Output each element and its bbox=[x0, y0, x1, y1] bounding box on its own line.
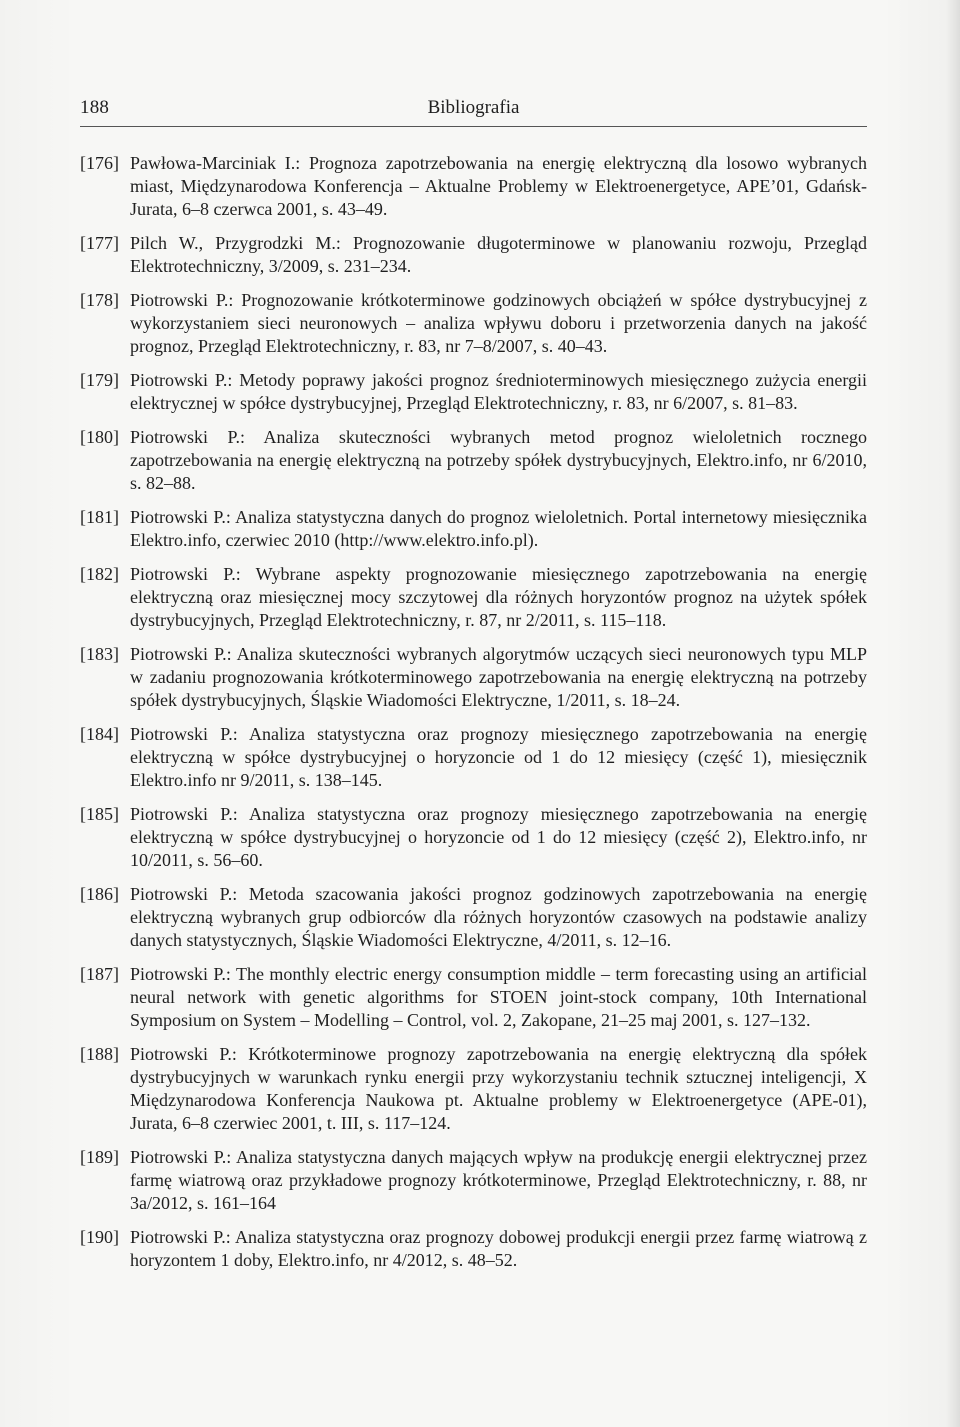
entry-text: Piotrowski P.: Analiza skuteczności wybranych algorytmów uczących sieci neuronowych typu MLP w zadaniu prognozowania krótkoterminowego zapotrzebowania na energię elektryczną na potrzeby spółek dystrybucyjnych, Śląskie Wiadomości Elektryczne, 1/2011, s. 18–24. bbox=[130, 644, 867, 710]
entry-number: [188] bbox=[80, 1044, 119, 1064]
bibliography-entry-189 bbox=[80, 1146, 867, 1215]
entry-text: Piotrowski P.: Analiza statystyczna danych do prognoz wieloletnich. Portal internetowy miesięcznika Elektro.info, czerwiec 2010 (http://www.elektro.info.pl). bbox=[130, 507, 867, 550]
bibliography-entry-176 bbox=[80, 152, 867, 221]
entry-text: Piotrowski P.: The monthly electric energy consumption middle – term forecasting using an artificial neural network with genetic algorithms for STOEN joint-stock company, 10th International Symposium on System – Modelling – Control, vol. 2, Zakopane, 21–25 maj 2001, s. 127–132. bbox=[130, 964, 867, 1030]
entry-number: [186] bbox=[80, 884, 119, 904]
entry-text: Piotrowski P.: Metoda szacowania jakości prognoz godzinowych zapotrzebowania na energię elektryczną wybranych grup odbiorców dla różnych horyzontów czasowych na podstawie analizy danych statystycznych, Śląskie Wiadomości Elektryczne, 4/2011, s. 12–16. bbox=[130, 884, 867, 950]
bibliography-entry-184 bbox=[80, 723, 867, 792]
entry-number: [177] bbox=[80, 233, 119, 253]
bibliography-entry-179 bbox=[80, 369, 867, 415]
bibliography-entry-182 bbox=[80, 563, 867, 632]
entry-number: [176] bbox=[80, 153, 119, 173]
entry-number: [190] bbox=[80, 1227, 119, 1247]
bibliography-entry-183 bbox=[80, 643, 867, 712]
entry-text: Pawłowa-Marciniak I.: Prognoza zapotrzebowania na energię elektryczną dla losowo wybranych miast, Międzynarodowa Konferencja – Aktualne Problemy w Elektroenergetyce, APE’01, Gdańsk-Jurata, 6–8 czerwca 2001, s. 43–49. bbox=[130, 153, 867, 219]
entry-text: Piotrowski P.: Metody poprawy jakości prognoz średnioterminowych miesięcznego zużycia energii elektrycznej w spółce dystrybucyjnej, Przegląd Elektrotechniczny, r. 83, nr 6/2007, s. 81–83. bbox=[130, 370, 867, 413]
bibliography-entry-188 bbox=[80, 1043, 867, 1135]
bibliography-list bbox=[80, 152, 867, 1283]
entry-number: [182] bbox=[80, 564, 119, 584]
bibliography-entry-185 bbox=[80, 803, 867, 872]
entry-text: Piotrowski P.: Analiza statystyczna oraz prognozy miesięcznego zapotrzebowania na energię elektryczną w spółce dystrybucyjnej o horyzoncie od 1 do 12 miesięcy (część 2), Elektro.info, nr 10/2011, s. 56–60. bbox=[130, 804, 867, 870]
entry-number: [178] bbox=[80, 290, 119, 310]
entry-text: Piotrowski P.: Prognozowanie krótkoterminowe godzinowych obciążeń w spółce dystrybucyjnej z wykorzystaniem sieci neuronowych – analiza wpływu doboru i przetworzenia danych na jakość prognoz, Przegląd Elektrotechniczny, r. 83, nr 7–8/2007, s. 40–43. bbox=[130, 290, 867, 356]
entry-text: Piotrowski P.: Analiza statystyczna oraz prognozy miesięcznego zapotrzebowania na energię elektryczną w spółce dystrybucyjnej o horyzoncie od 1 do 12 miesięcy (część 1), miesięcznik Elektro.info nr 9/2011, s. 138–145. bbox=[130, 724, 867, 790]
page-edge-shadow bbox=[946, 0, 960, 1427]
bibliography-entry-180 bbox=[80, 426, 867, 495]
entry-number: [181] bbox=[80, 507, 119, 527]
page-number: 188 bbox=[80, 97, 110, 118]
entry-text: Piotrowski P.: Krótkoterminowe prognozy zapotrzebowania na energię elektryczną dla spółek dystrybucyjnych w warunkach rynku energii przy wykorzystaniu technik sztucznej inteligencji, X Międzynarodowa Konferencja Naukowa pt. Aktualne problemy w Elektroenergetyce (APE-01), Jurata, 6–8 czerwiec 2001, t. III, s. 117–124. bbox=[130, 1044, 867, 1133]
entry-text: Piotrowski P.: Analiza statystyczna danych mających wpływ na produkcję energii elektrycznej przez farmę wiatrową oraz przykładowe prognozy krótkoterminowe, Przegląd Elektrotechniczny, r. 88, nr 3a/2012, s. 161–164 bbox=[130, 1147, 867, 1213]
entry-text: Pilch W., Przygrodzki M.: Prognozowanie długoterminowe w planowaniu rozwoju, Przegląd Elektrotechniczny, 3/2009, s. 231–234. bbox=[130, 233, 867, 276]
entry-text: Piotrowski P.: Analiza statystyczna oraz prognozy dobowej produkcji energii przez farmę wiatrową z horyzontem 1 doby, Elektro.info, nr 4/2012, s. 48–52. bbox=[130, 1227, 867, 1270]
entry-number: [183] bbox=[80, 644, 119, 664]
entry-text: Piotrowski P.: Analiza skuteczności wybranych metod prognoz wieloletnich rocznego zapotrzebowania na energię elektryczną na potrzeby spółek dystrybucyjnych, Elektro.info, nr 6/2010, s. 82–88. bbox=[130, 427, 867, 493]
bibliography-entry-187 bbox=[80, 963, 867, 1032]
entry-number: [189] bbox=[80, 1147, 119, 1167]
entry-text: Piotrowski P.: Wybrane aspekty prognozowanie miesięcznego zapotrzebowania na energię elektryczną oraz miesięcznej mocy szczytowej dla różnych horyzontów prognoz na użytek spółek dystrybucyjnych, Przegląd Elektrotechniczny, r. 87, nr 2/2011, s. 115–118. bbox=[130, 564, 867, 630]
entry-number: [185] bbox=[80, 804, 119, 824]
running-title: Bibliografia bbox=[427, 97, 520, 118]
page-header bbox=[80, 94, 867, 127]
bibliography-entry-181 bbox=[80, 506, 867, 552]
entry-number: [180] bbox=[80, 427, 119, 447]
entry-number: [187] bbox=[80, 964, 119, 984]
entry-number: [184] bbox=[80, 724, 119, 744]
bibliography-entry-186 bbox=[80, 883, 867, 952]
bibliography-entry-190 bbox=[80, 1226, 867, 1272]
entry-number: [179] bbox=[80, 370, 119, 390]
bibliography-entry-178 bbox=[80, 289, 867, 358]
bibliography-entry-177 bbox=[80, 232, 867, 278]
